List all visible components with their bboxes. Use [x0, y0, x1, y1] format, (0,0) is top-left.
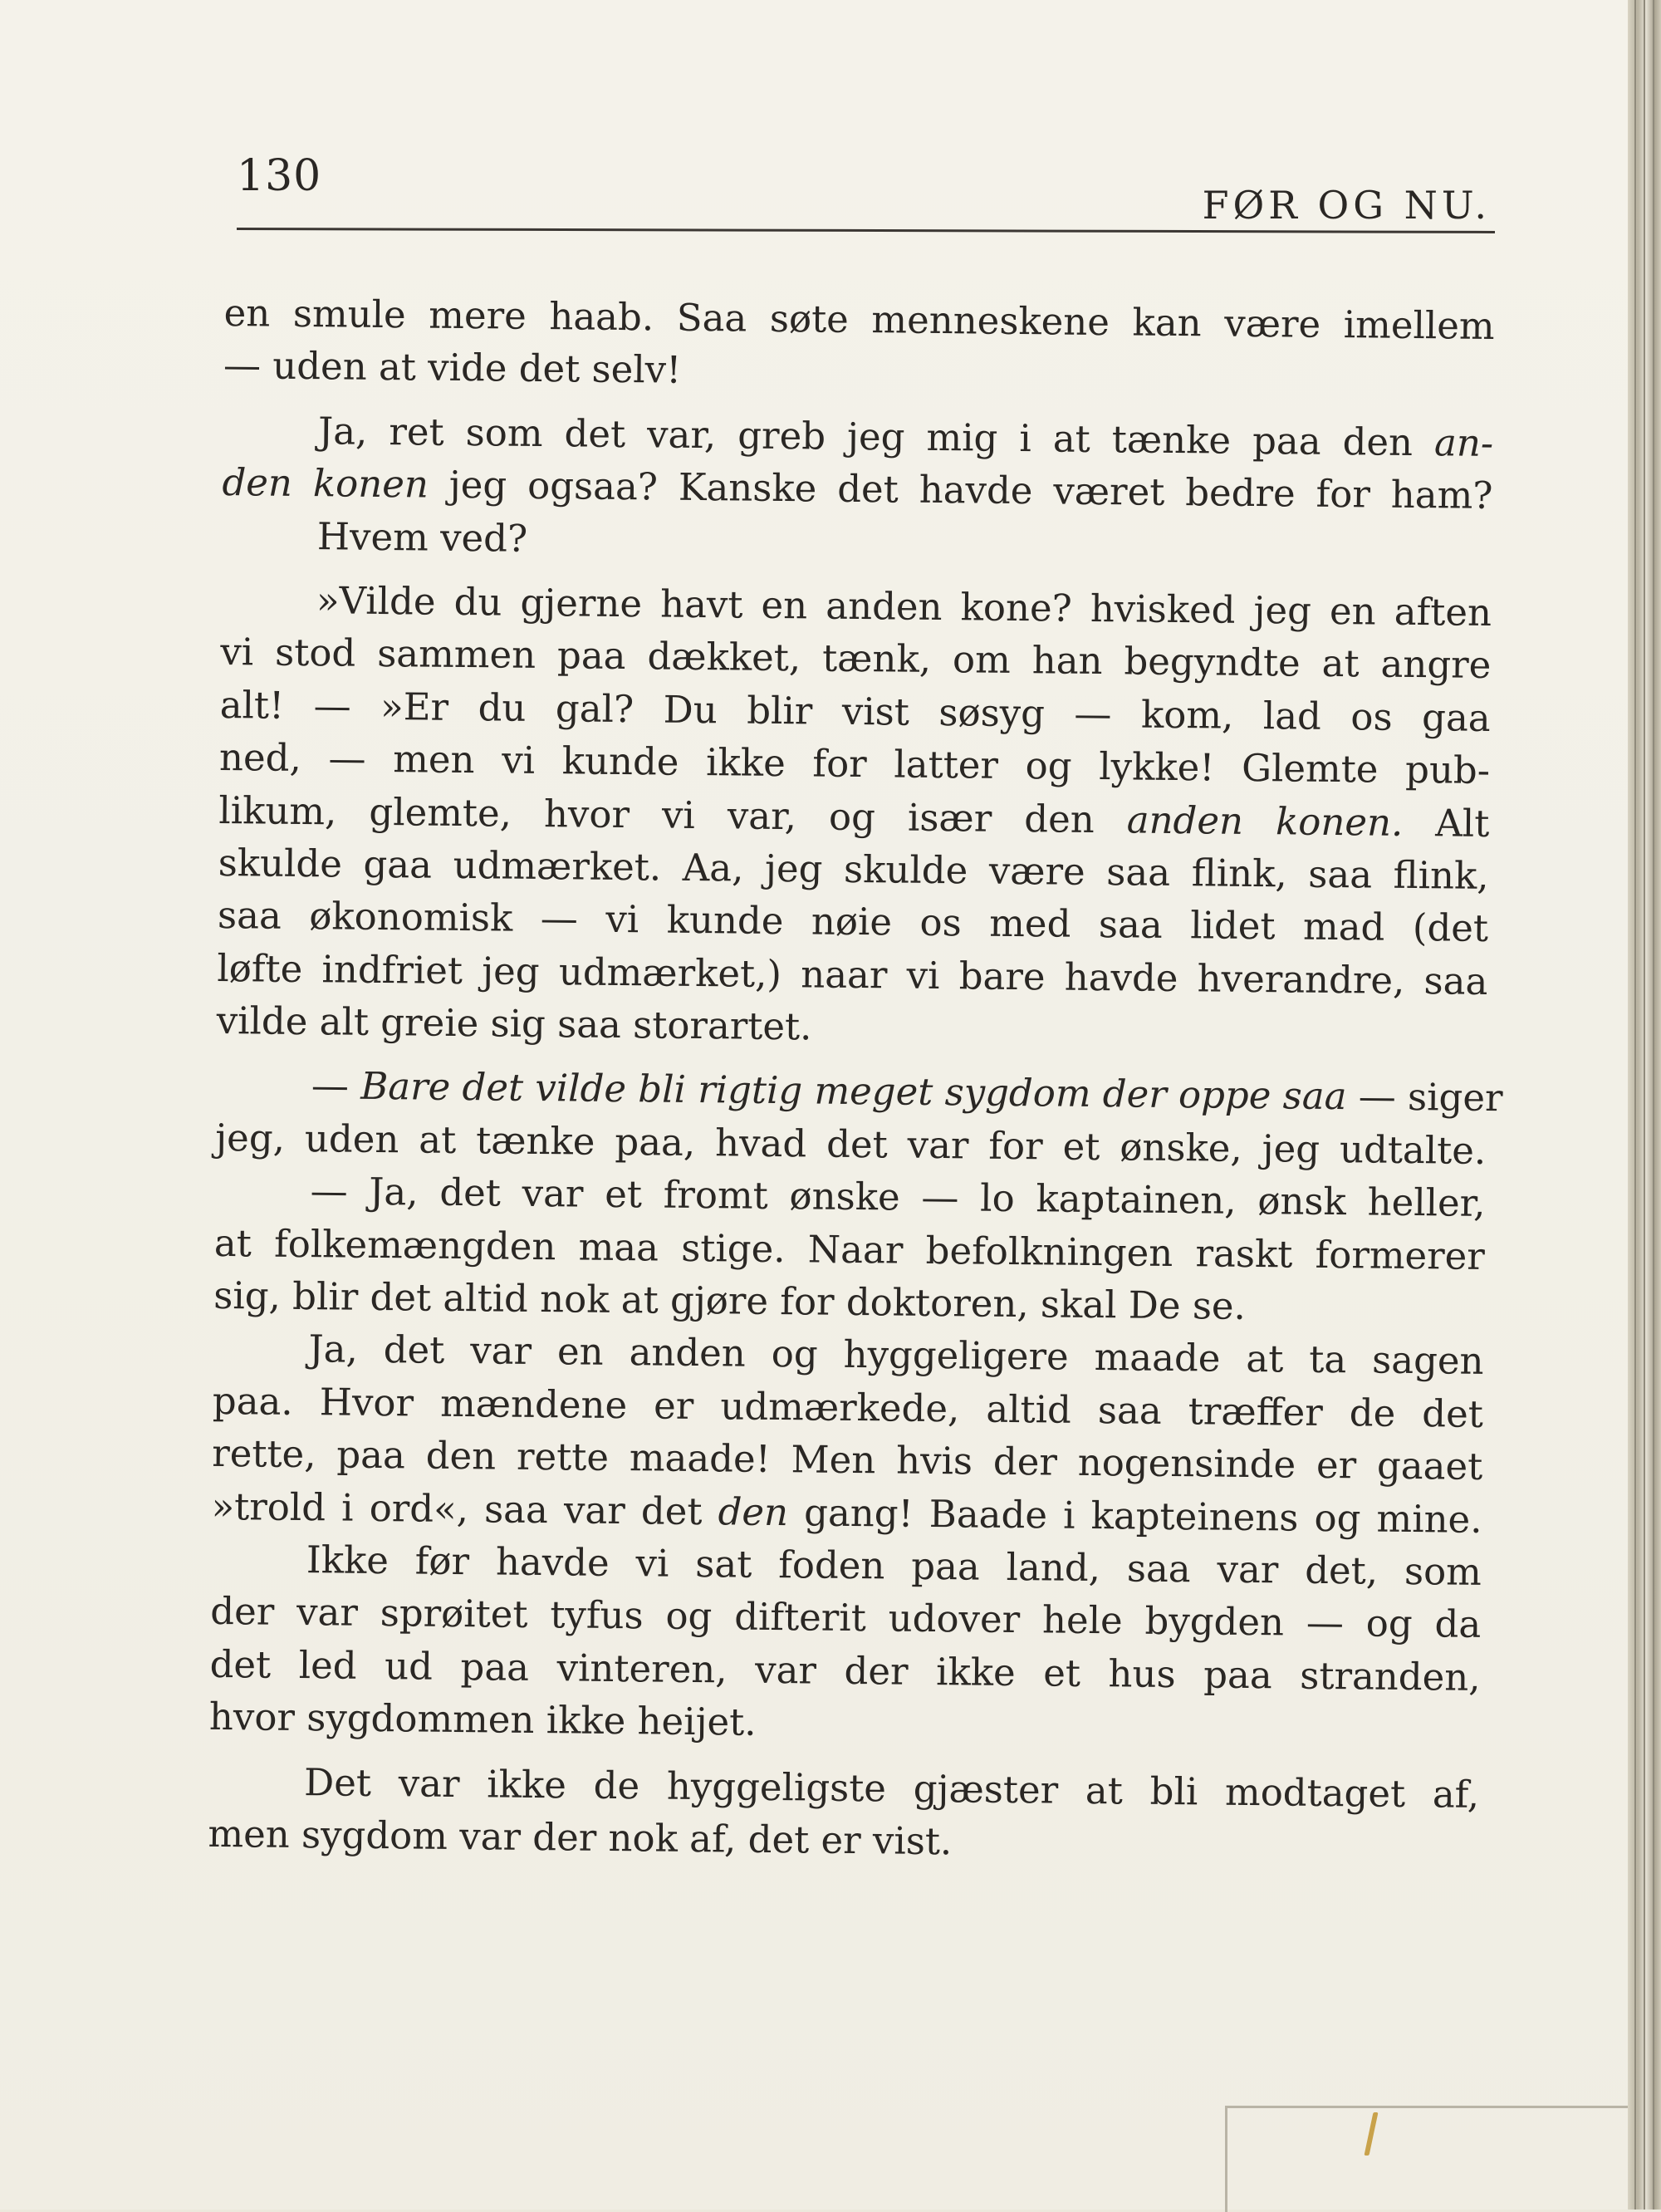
text-run: vi stod sammen paa dækket, tænk, om han begyndte at angre [220, 630, 1492, 688]
running-title: FØR OG NU. [1202, 183, 1491, 228]
text-run: men sygdom var der nok af, det er vist. [208, 1811, 953, 1864]
text-run: ned, — men vi kunde ikke for latter og lykke! Glemte pub- [218, 735, 1491, 793]
running-head [237, 151, 1491, 234]
text-run: gang! Baade i kapteinens og mine. [787, 1489, 1482, 1542]
italic-text: den konen [222, 460, 429, 507]
text-run: rette, paa den rette maade! Men hvis der nogensinde er gaaet [212, 1431, 1483, 1489]
body-text [208, 287, 1503, 1873]
text-run: likum, glemte, hvor vi var, og især den [218, 787, 1128, 841]
text-run: det led ud paa vinteren, var der ikke et hus paa stranden, [209, 1641, 1481, 1699]
text-run: jeg, uden at tænke paa, hvad det var for et ønske, jeg udtalte. [214, 1115, 1487, 1173]
text-run: skulde gaa udmærket. Aa, jeg skulde være saa flink, saa flink, [218, 840, 1489, 898]
text-run: løfte indfriet jeg udmærket,) naar vi bare havde hverandre, saa [217, 945, 1488, 1003]
text-run: alt! — »Er du gal? Du blir vist søsyg — kom, lad os gaa [219, 682, 1491, 740]
text-run: »Vilde du gjerne havt en anden kone? hvisked jeg en aften [316, 578, 1492, 635]
text-run: der var sprøitet tyfus og difterit udover hele bygden — og da [210, 1589, 1482, 1647]
text-run: Ja, ret som det var, greb jeg mig i at tænke paa den [317, 408, 1435, 465]
text-run: Ja, det var en anden og hyggeligere maade at ta sagen [308, 1327, 1484, 1384]
text-run: Alt [1403, 800, 1490, 846]
text-run: — Ja, det var et fromt ønske — lo kaptainen, ønsk heller, [310, 1169, 1486, 1226]
page-corner-frame [1225, 2106, 1634, 2212]
text-run: jeg ogsaa? Kanske det havde været bedre for ham? [428, 462, 1493, 518]
text-run: sig, blir det altid nok at gjøre for doktoren, skal De se. [213, 1273, 1247, 1328]
italic-text: den [718, 1489, 789, 1534]
italic-text: anden konen. [1126, 797, 1404, 845]
text-run: — siger [1346, 1074, 1503, 1121]
text-run: hvor sygdommen ikke heijet. [208, 1695, 757, 1744]
text-run: — uden at vide det selv! [223, 343, 682, 393]
text-run: Hvem ved? [316, 513, 528, 561]
book-page-edges [1628, 0, 1661, 2210]
bookmark-mark [1364, 2112, 1378, 2156]
text-run: Det var ikke de hyggeligste gjæster at bli modtaget af, [303, 1759, 1480, 1817]
text-run: en smule mere haab. Saa søte menneskene kan være imellem [223, 290, 1495, 349]
text-run: paa. Hvor mændene er udmærkede, altid saa træffer de det [212, 1378, 1484, 1436]
text-run: Ikke før havde vi sat foden paa land, saa var det, som [306, 1538, 1482, 1594]
italic-text: an- [1433, 420, 1494, 465]
text-run: »trold i ord«, saa var det [211, 1484, 718, 1533]
page-number: 130 [237, 151, 322, 201]
text-run: — [311, 1063, 361, 1109]
italic-text: Bare det vilde bli rigtig meget sygdom der oppe saa [360, 1064, 1347, 1119]
text-run: vilde alt greie sig saa storartet. [216, 998, 812, 1049]
text-run: saa økonomisk — vi kunde nøie os med saa lidet mad (det [217, 893, 1489, 951]
text-run: at folkemængden maa stige. Naar befolkningen raskt formerer [213, 1220, 1486, 1278]
